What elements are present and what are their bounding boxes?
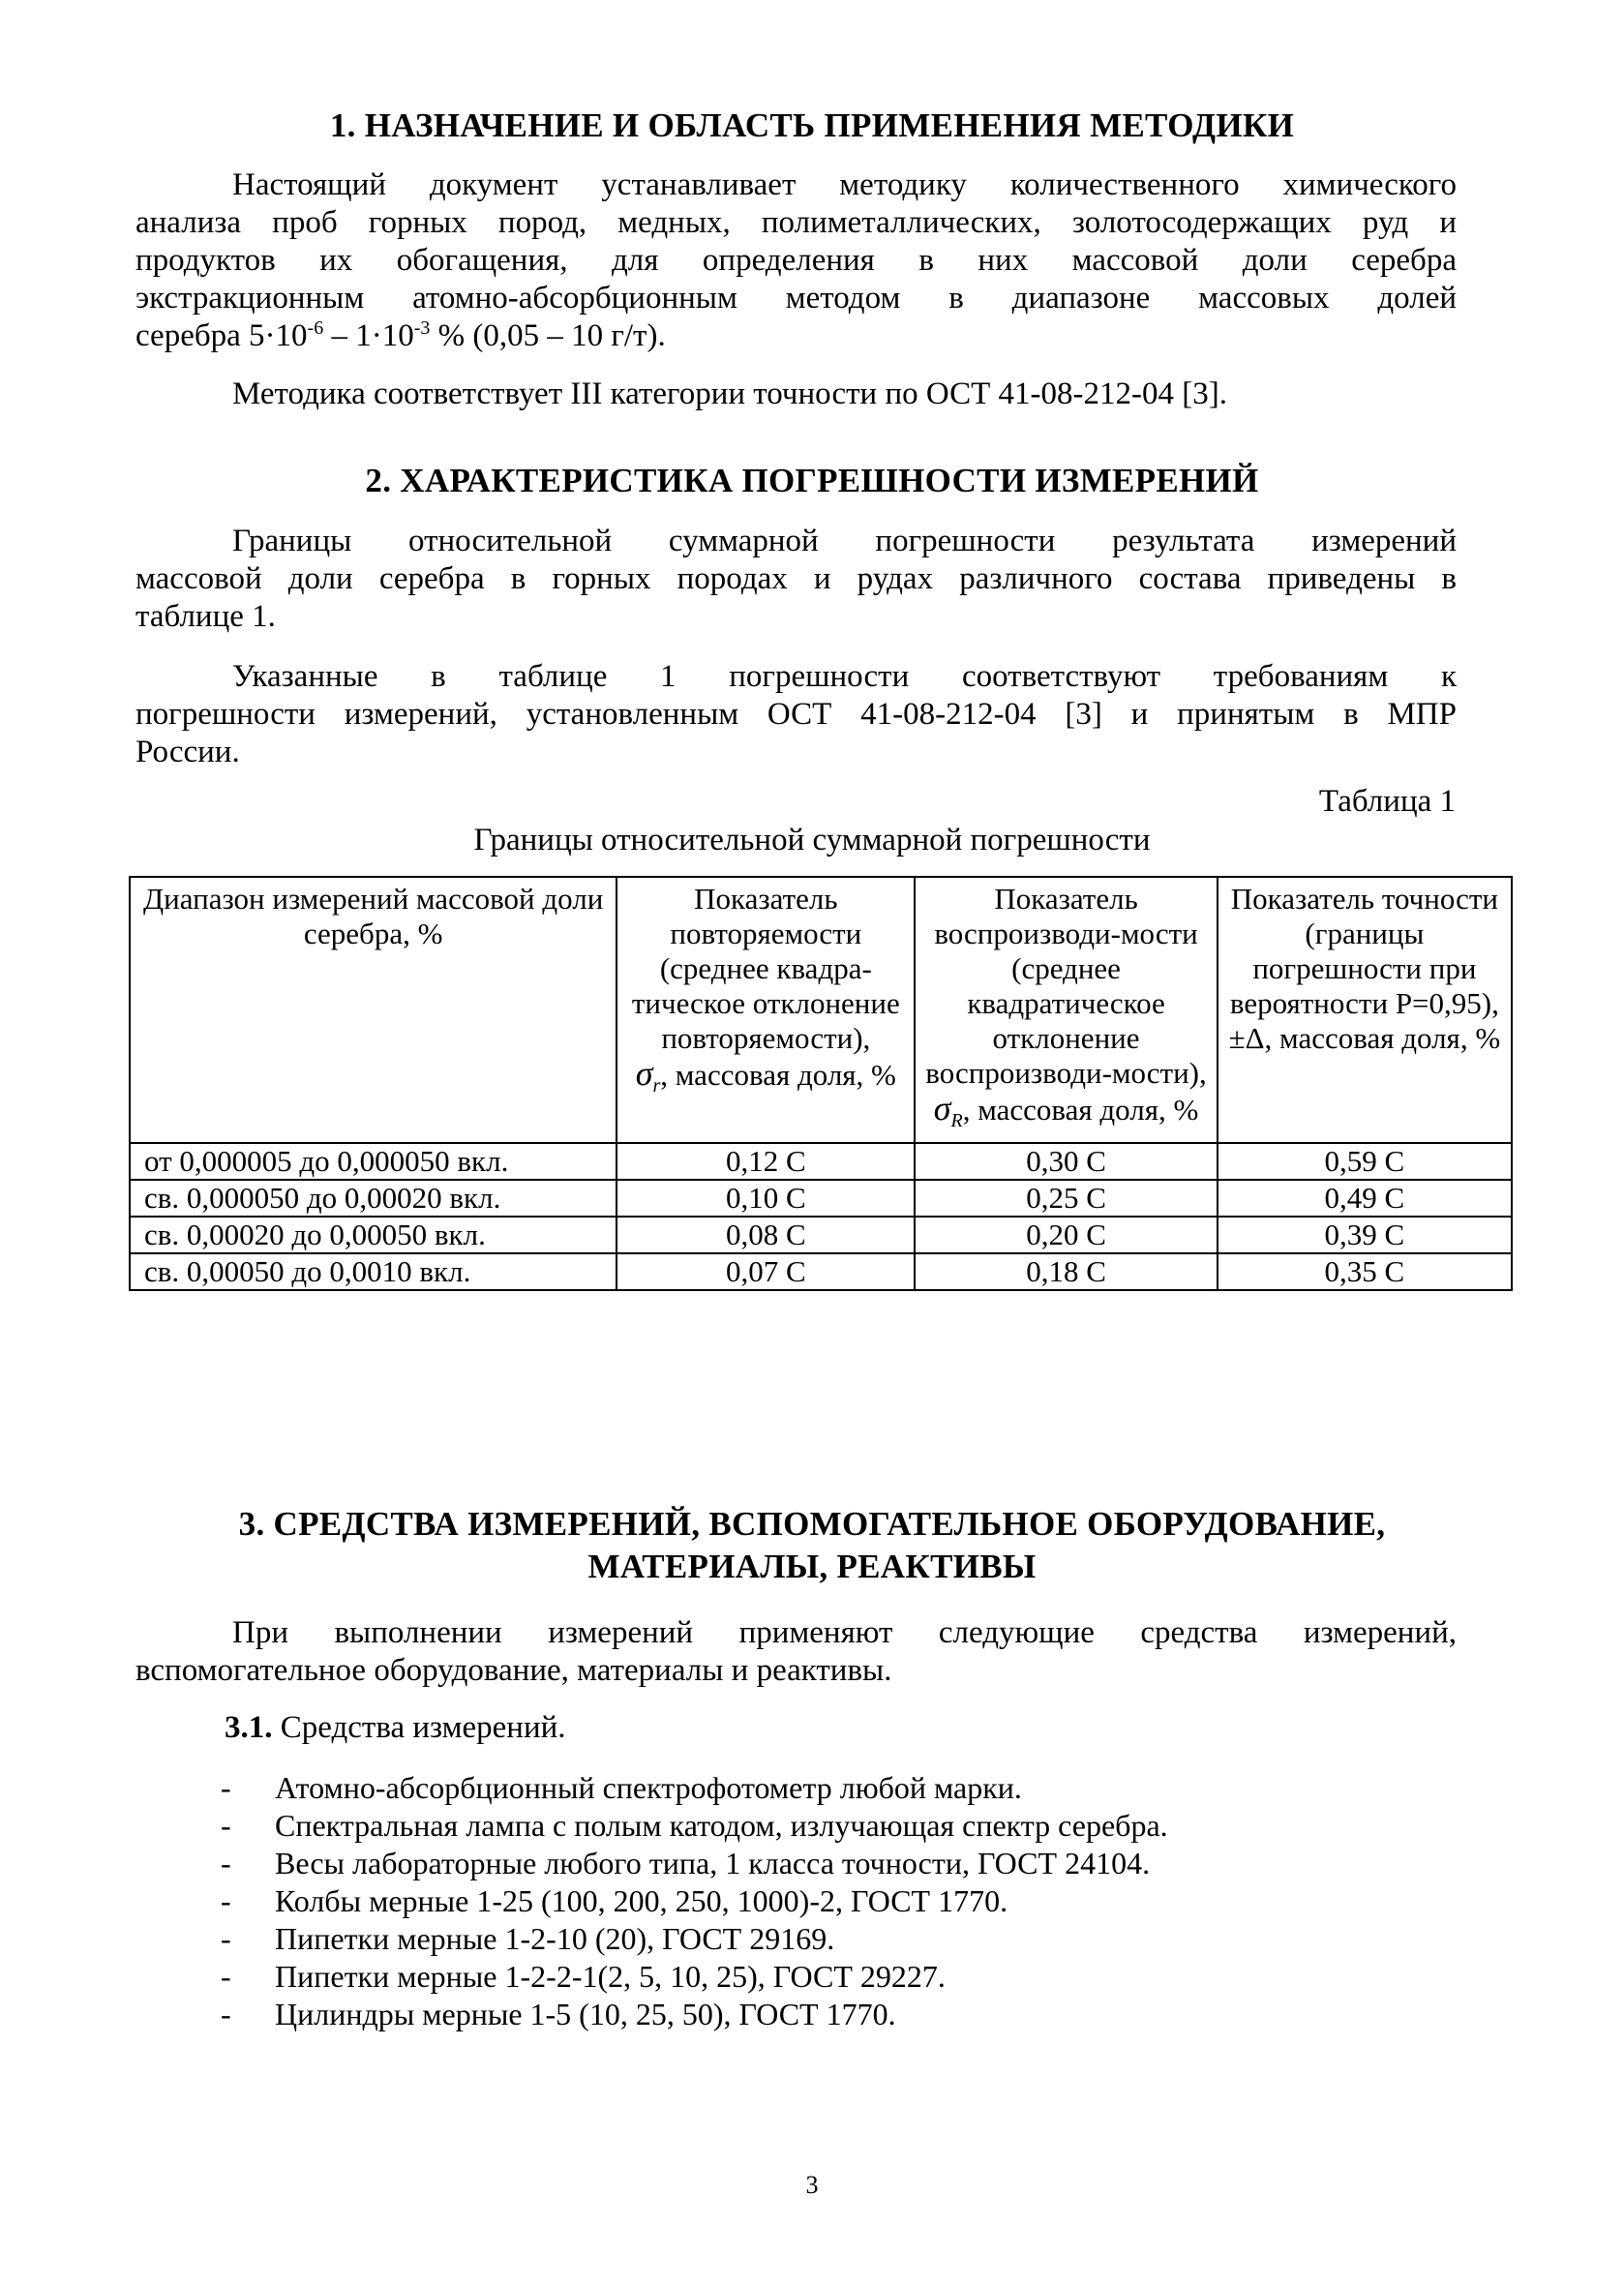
cell-accuracy: 0,49 С — [1218, 1180, 1512, 1217]
paragraph-line-range — [135, 317, 1457, 355]
paragraph-line: вспомогательное оборудование, материалы и реактивы. — [135, 1653, 892, 1688]
paragraph-line: России. — [135, 735, 240, 769]
section-3-title-line-2: МАТЕРИАЛЫ, РЕАКТИВЫ — [587, 1548, 1037, 1585]
list-dash: - — [221, 1921, 231, 1956]
list-item-text: Пипетки мерные 1-2-2-1(2, 5, 10, 25), ГОСТ 29227. — [275, 1959, 946, 1994]
paragraph-line: Настоящий документ устанавливает методику количественного химического — [232, 167, 1457, 202]
table-header-row — [130, 877, 1512, 1143]
list-item-text: Колбы мерные 1-25 (100, 200, 250, 1000)-2, ГОСТ 1770. — [275, 1883, 1008, 1918]
instrument-list — [221, 1769, 1168, 2033]
cell-range: св. 0,00020 до 0,00050 вкл. — [130, 1217, 617, 1253]
sigma-subscript: R — [950, 1110, 963, 1132]
range-text: % (0,05 – 10 г/т). — [430, 318, 666, 353]
table-row — [130, 1217, 1512, 1253]
paragraph-line: массовой доли серебра в горных породах и рудах различного состава приведены в — [135, 561, 1457, 596]
header-range: Диапазон измерений массовой доли серебра, % — [130, 877, 617, 1143]
section-2-paragraph-2 — [135, 658, 1457, 771]
cell-reproducibility: 0,25 С — [915, 1180, 1217, 1217]
cell-range: св. 0,00050 до 0,0010 вкл. — [130, 1253, 617, 1290]
list-item — [221, 1920, 1168, 1958]
header-text: , массовая доля, % — [962, 1093, 1199, 1127]
list-item-text: Атомно-абсорбционный спектрофотометр любой марки. — [275, 1770, 1022, 1805]
section-1-title: 1. НАЗНАЧЕНИЕ И ОБЛАСТЬ ПРИМЕНЕНИЯ МЕТОДИКИ — [329, 106, 1295, 144]
paragraph-line: Методика соответствует III категории точности по ОСТ 41-08-212-04 [3]. — [232, 376, 1227, 411]
list-item — [221, 1996, 1168, 2033]
list-item-text: Пипетки мерные 1-2-10 (20), ГОСТ 29169. — [275, 1921, 835, 1956]
sigma-symbol: σ — [635, 1054, 653, 1093]
section-3-paragraph-1 — [135, 1614, 1457, 1690]
exponent: -6 — [307, 317, 324, 339]
header-accuracy: Показатель точности (границы погрешности при вероятности P=0,95), ±Δ, массовая доля, % — [1218, 877, 1512, 1143]
table-row — [130, 1253, 1512, 1290]
section-1-paragraph-1 — [135, 166, 1457, 355]
section-2-title: 2. ХАРАКТЕРИСТИКА ПОГРЕШНОСТИ ИЗМЕРЕНИЙ — [365, 462, 1259, 499]
cell-accuracy: 0,39 С — [1218, 1217, 1512, 1253]
list-dash: - — [221, 1883, 231, 1918]
header-text: , массовая доля, % — [660, 1058, 896, 1092]
cell-accuracy: 0,35 С — [1218, 1253, 1512, 1290]
exponent: -3 — [413, 317, 431, 339]
cell-repeatability: 0,08 С — [617, 1217, 915, 1253]
list-dash: - — [221, 1997, 231, 2031]
list-item — [221, 1958, 1168, 1996]
section-1-paragraph-2 — [135, 376, 1457, 413]
table-row — [130, 1180, 1512, 1217]
cell-range: от 0,000005 до 0,000050 вкл. — [130, 1143, 617, 1180]
page-number: 3 — [805, 2171, 819, 2199]
table-label: Таблица 1 — [1318, 784, 1456, 819]
paragraph-line: продуктов их обогащения, для определения в них массовой доли серебра — [135, 243, 1457, 278]
header-repeatability — [617, 877, 915, 1143]
range-text: – 1·10 — [323, 318, 414, 353]
subsection-3-1 — [225, 1708, 566, 1747]
range-text: серебра 5·10 — [135, 318, 308, 353]
list-item-text: Цилиндры мерные 1-5 (10, 25, 50), ГОСТ 1770. — [275, 1997, 896, 2031]
cell-reproducibility: 0,30 С — [915, 1143, 1217, 1180]
subsection-title: Средства измерений. — [272, 1710, 566, 1745]
section-2-paragraph-1 — [135, 523, 1457, 636]
cell-repeatability: 0,12 С — [617, 1143, 915, 1180]
table-row — [130, 1143, 1512, 1180]
cell-repeatability: 0,10 С — [617, 1180, 915, 1217]
paragraph-line: погрешности измерений, установленным ОСТ 41-08-212-04 [3] и принятым в МПР — [135, 697, 1457, 732]
paragraph-line: экстракционным атомно-абсорбционным методом в диапазоне массовых долей — [135, 281, 1457, 316]
subsection-number: 3.1. — [225, 1710, 273, 1745]
cell-reproducibility: 0,20 С — [915, 1217, 1217, 1253]
list-dash: - — [221, 1770, 231, 1805]
list-item — [221, 1769, 1168, 1807]
paragraph-line: Границы относительной суммарной погрешности результата измерений — [232, 524, 1457, 558]
list-item — [221, 1807, 1168, 1845]
cell-accuracy: 0,59 С — [1218, 1143, 1512, 1180]
paragraph-line: При выполнении измерений применяют следующие средства измерений, — [232, 1615, 1457, 1650]
header-text: Показатель воспроизводи-мости (среднее квадратическое отклонение воспроизводи-мости), — [925, 882, 1207, 1090]
sigma-subscript: r — [652, 1075, 661, 1098]
list-dash: - — [221, 1846, 231, 1880]
list-item-text: Спектральная лампа с полым катодом, излучающая спектр серебра. — [275, 1808, 1168, 1843]
error-table — [129, 876, 1513, 1291]
list-item — [221, 1845, 1168, 1882]
sigma-symbol: σ — [933, 1089, 951, 1128]
table-caption: Границы относительной суммарной погрешности — [473, 823, 1151, 857]
list-dash: - — [221, 1959, 231, 1994]
paragraph-line: таблице 1. — [135, 599, 276, 634]
header-text: Показатель повторяемости (среднее квадра-тическое отклонение повторяемости), — [631, 882, 900, 1055]
cell-repeatability: 0,07 С — [617, 1253, 915, 1290]
list-item-text: Весы лабораторные любого типа, 1 класса точности, ГОСТ 24104. — [275, 1846, 1151, 1880]
paragraph-line: анализа проб горных пород, медных, полиметаллических, золотосодержащих руд и — [135, 205, 1457, 240]
list-dash: - — [221, 1808, 231, 1843]
list-item — [221, 1882, 1168, 1920]
section-3-title-line-1: 3. СРЕДСТВА ИЗМЕРЕНИЙ, ВСПОМОГАТЕЛЬНОЕ ОБОРУДОВАНИЕ, — [238, 1505, 1386, 1543]
paragraph-line: Указанные в таблице 1 погрешности соответствуют требованиям к — [232, 659, 1457, 694]
header-reproducibility — [915, 877, 1217, 1143]
cell-reproducibility: 0,18 С — [915, 1253, 1217, 1290]
cell-range: св. 0,000050 до 0,00020 вкл. — [130, 1180, 617, 1217]
